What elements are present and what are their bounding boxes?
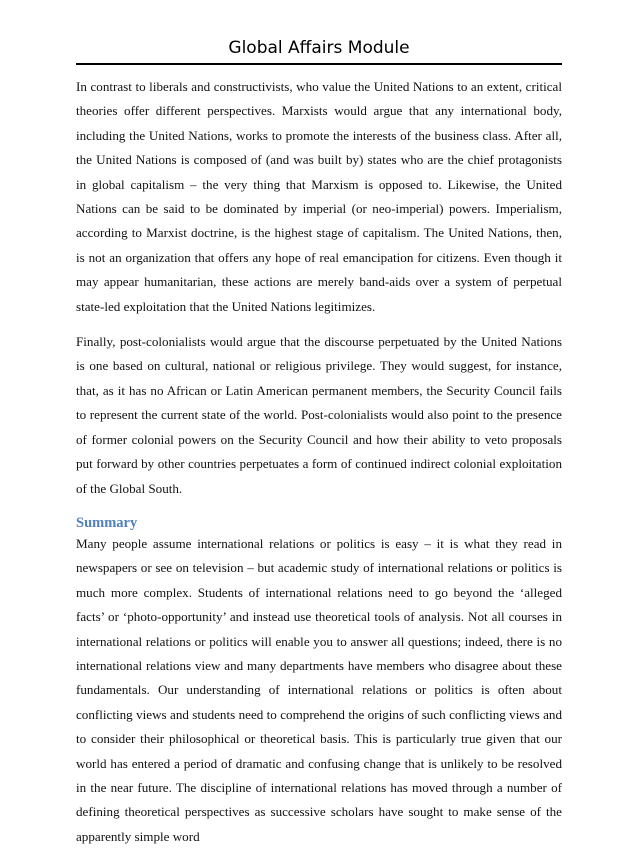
section-heading-summary: Summary — [76, 514, 138, 531]
body-paragraph-marxists: In contrast to liberals and constructivists, who value the United Nations to an extent, critical theories offer different perspectives. Marxists would argue that any international body, including the United Nations, works to promote the interests of the business class. After all, the United Nations is composed of (and was built by) states who are the chief protagonists in global capitalism – the very thing that Marxism is opposed to. Likewise, the United Nations can be said to be dominated by imperial (or neo-imperial) powers. Imperialism, according to Marxist doctrine, is the highest stage of capitalism. The United Nations, then, is not an organization that offers any hope of real emancipation for citizens. Even though it may appear humanitarian, these actions are merely band-aids over a system of perpetual state-led exploitation that the United Nations legitimizes. — [76, 79, 562, 314]
header-divider — [76, 63, 562, 65]
body-paragraph-post-colonialists: Finally, post-colonialists would argue that the discourse perpetuated by the United Nations is one based on cultural, national or religious privilege. They would suggest, for instance, that, as it has no African or Latin American permanent members, the Security Council fails to represent the current state of the world. Post-colonialists would also point to the presence of former colonial powers on the Security Council and how their ability to veto proposals put forward by other countries perpetuates a form of continued indirect colonial exploitation of the Global South. — [76, 334, 562, 496]
page-header-title: Global Affairs Module — [228, 38, 410, 58]
body-paragraph-summary: Many people assume international relations or politics is easy – it is what they read in newspapers or see on television – but academic study of international relations or politics is much more complex. Students of international relations need to go beyond the ‘alleged facts’ or ‘photo-opportunity’ and instead use theoretical tools of analysis. Not all courses in international relations or politics will enable you to answer all questions; indeed, there is no international relations view and many departments have members who disagree about these fundamentals. Our understanding of international relations or politics is often about conflicting views and students need to comprehend the origins of such conflicting views and to consider their philosophical or theoretical basis. This is particularly true given that our world has entered a period of dramatic and confusing change that is unlikely to be resolved in the near future. The discipline of international relations has moved through a number of defining theoretical perspectives as successive scholars have sought to make sense of the apparently simple word — [76, 535, 562, 844]
page-body — [76, 75, 562, 849]
